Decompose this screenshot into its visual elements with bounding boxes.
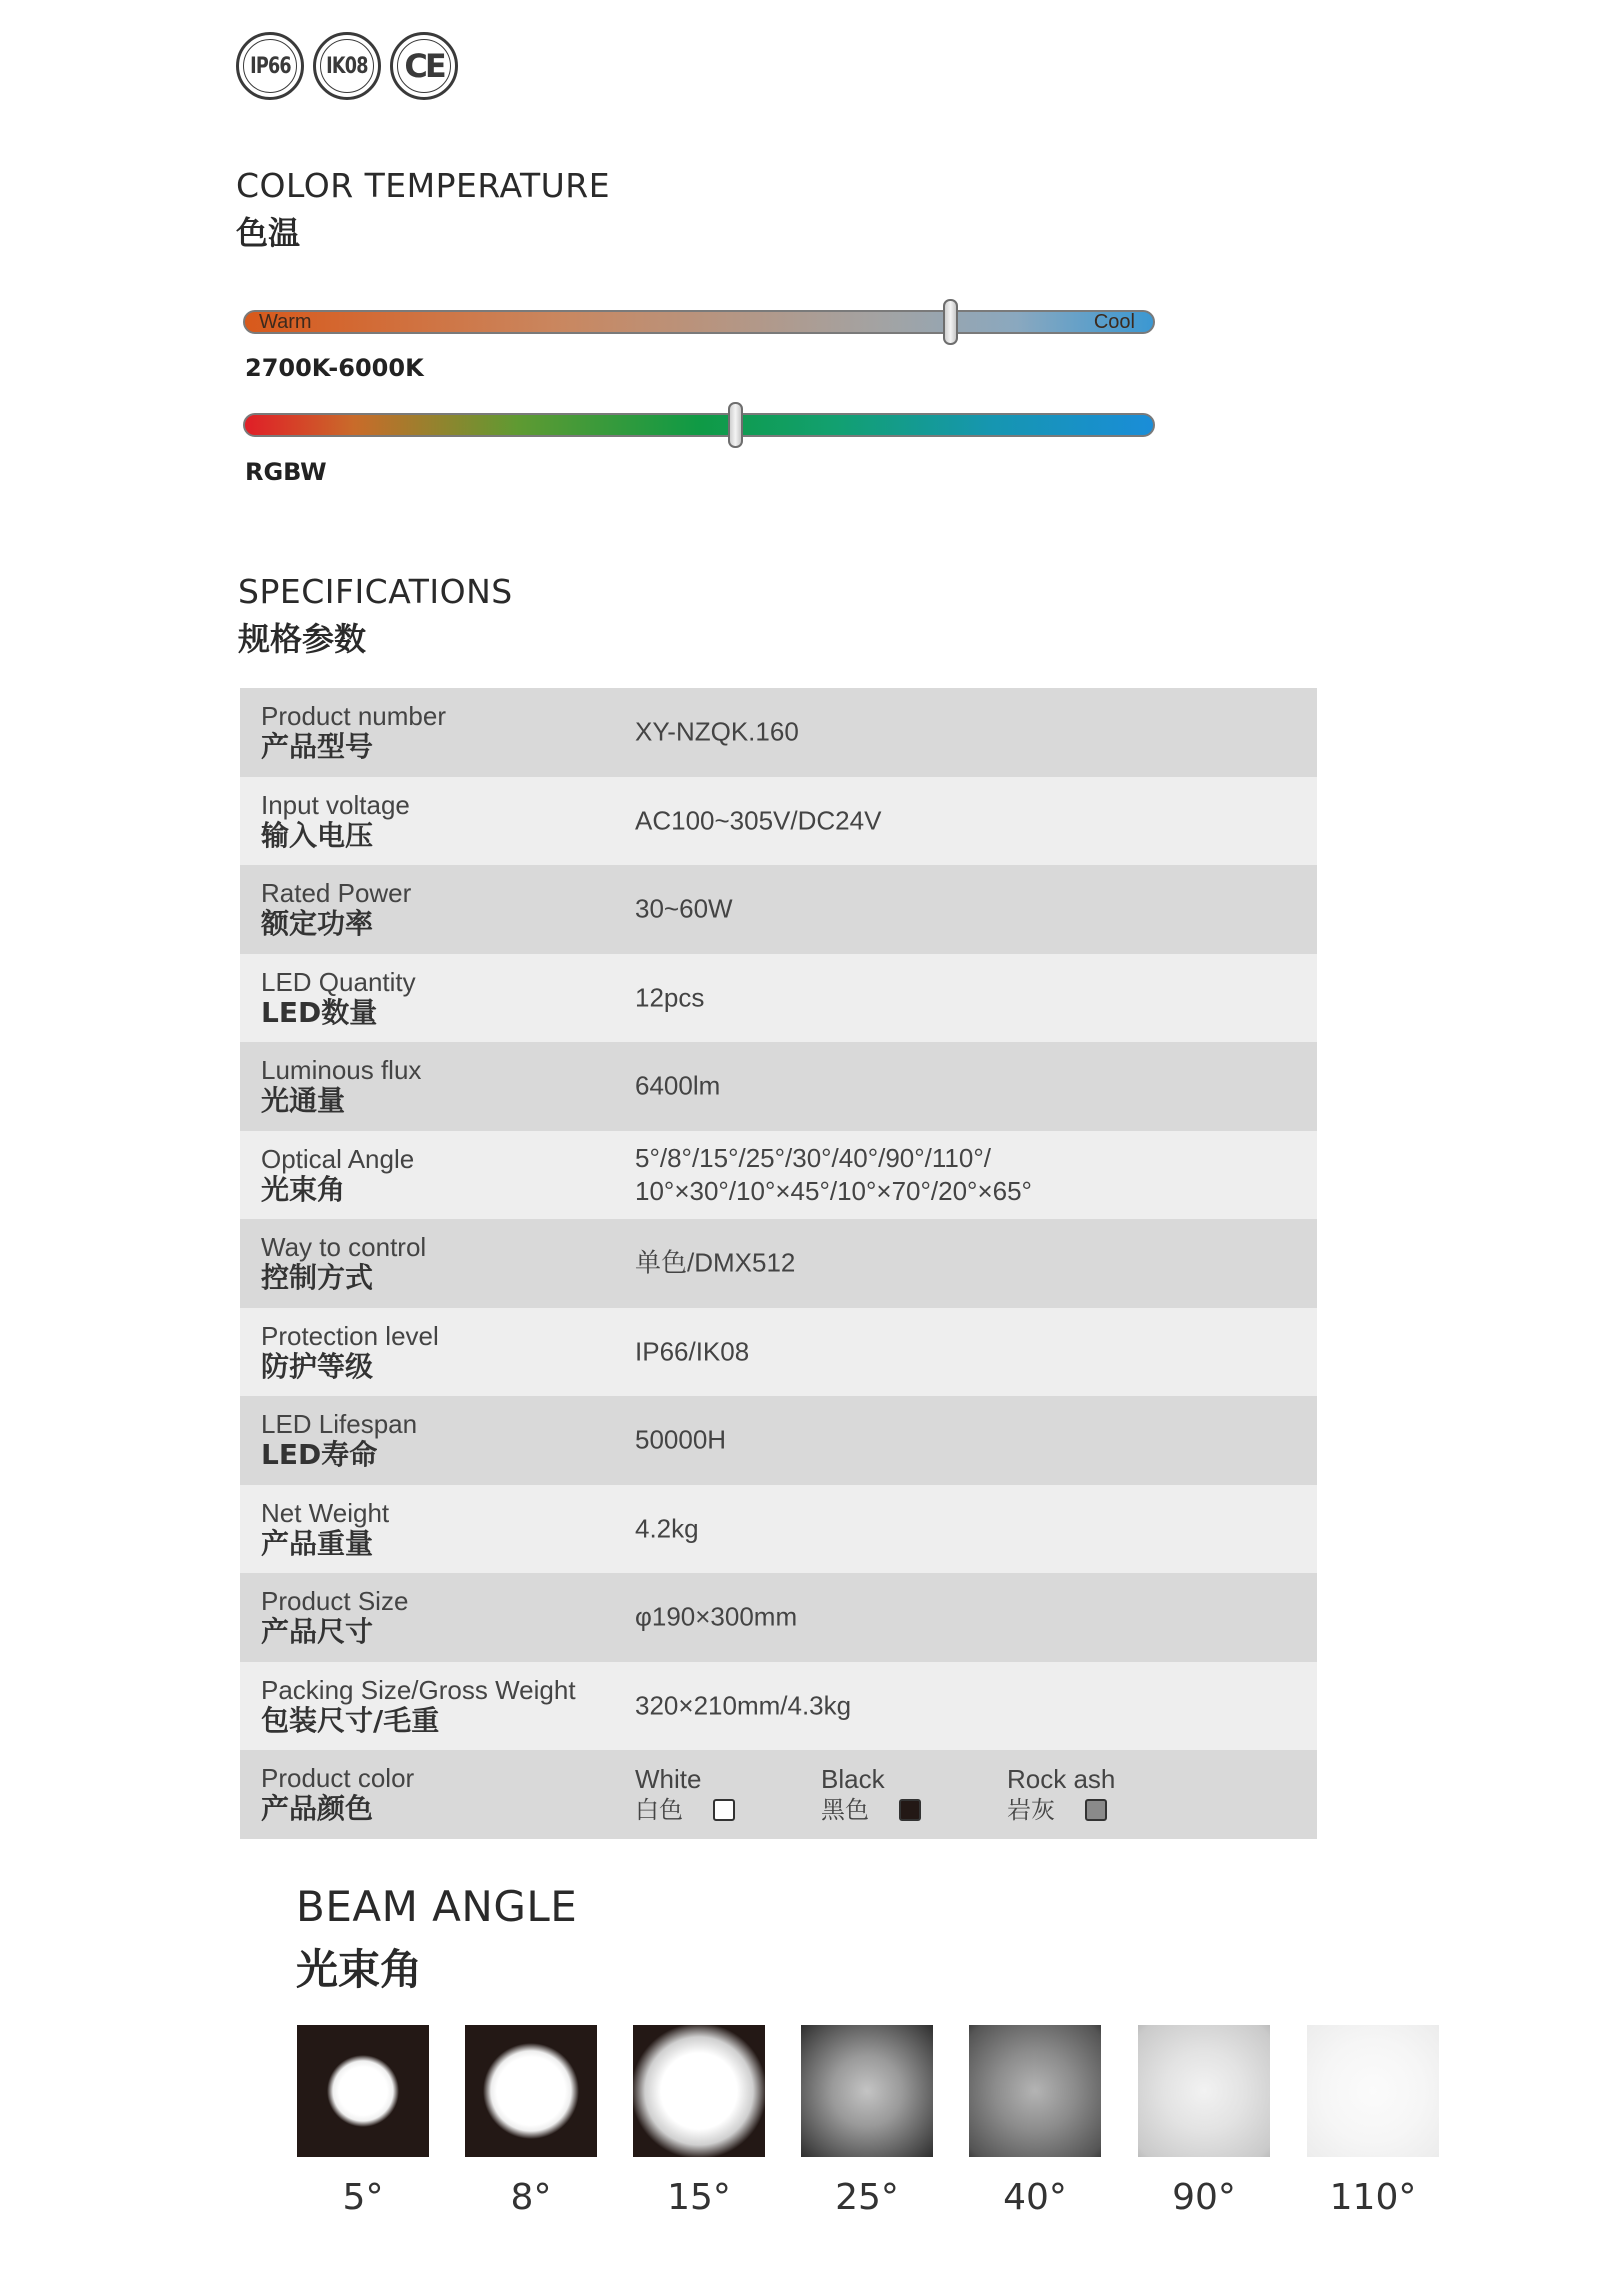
spec-value: 6400lm bbox=[635, 1070, 721, 1101]
beam-angle-item bbox=[801, 2025, 933, 2218]
spec-value: IP66/IK08 bbox=[635, 1336, 750, 1367]
spec-label bbox=[261, 967, 621, 1029]
ik08-badge-icon bbox=[313, 32, 381, 100]
color-options bbox=[635, 1763, 1193, 1825]
cct-gradient-bar bbox=[243, 310, 1155, 334]
spec-row bbox=[240, 1131, 1317, 1220]
spec-label bbox=[261, 701, 621, 763]
spec-label-cn: 光束角 bbox=[261, 1172, 346, 1206]
spec-label-cn: 输入电压 bbox=[261, 818, 374, 852]
spec-label-en: Input voltage bbox=[261, 789, 410, 820]
spec-label-en: Optical Angle bbox=[261, 1143, 415, 1174]
spec-label bbox=[261, 1144, 621, 1206]
spec-row bbox=[240, 1396, 1317, 1485]
spec-label bbox=[261, 1232, 621, 1294]
beam-pattern-icon bbox=[1307, 2025, 1439, 2157]
color-option-en: Rock ash bbox=[1007, 1764, 1116, 1795]
spec-label-en: Product Size bbox=[261, 1586, 409, 1617]
specifications-title: SPECIFICATIONS bbox=[238, 572, 513, 611]
certification-badges bbox=[236, 32, 458, 100]
spec-label-en: Net Weight bbox=[261, 1497, 390, 1528]
color-option bbox=[821, 1763, 1007, 1825]
spec-label-en: LED Quantity bbox=[261, 966, 416, 997]
spec-row bbox=[240, 1662, 1317, 1751]
spec-label bbox=[261, 1675, 621, 1737]
spec-value: 5°/8°/15°/25°/30°/40°/90°/110°/ 10°×30°/10°×45°/10°×70°/20°×65° bbox=[635, 1142, 1032, 1206]
rgb-gradient-bar bbox=[243, 413, 1155, 437]
spec-label-en: Packing Size/Gross Weight bbox=[261, 1674, 576, 1705]
spec-value: 30~60W bbox=[635, 893, 733, 924]
spec-value: 50000H bbox=[635, 1424, 727, 1455]
beam-pattern-icon bbox=[297, 2025, 429, 2157]
spec-label bbox=[261, 878, 621, 940]
beam-angle-row bbox=[297, 2025, 1437, 2218]
beam-pattern-icon bbox=[1138, 2025, 1270, 2157]
spec-value: 12pcs bbox=[635, 982, 705, 1013]
warm-label: Warm bbox=[259, 311, 312, 333]
beam-angle-label: 90° bbox=[1172, 2177, 1236, 2218]
spec-label-en: Luminous flux bbox=[261, 1055, 422, 1086]
beam-pattern-icon bbox=[801, 2025, 933, 2157]
spec-label bbox=[261, 1409, 621, 1471]
cct-slider-knob[interactable] bbox=[943, 299, 958, 345]
spec-label bbox=[261, 1498, 621, 1560]
beam-angle-item bbox=[633, 2025, 765, 2218]
spec-label-en: Protection level bbox=[261, 1320, 439, 1351]
spec-label-en: Way to control bbox=[261, 1232, 427, 1263]
rgbw-caption: RGBW bbox=[245, 458, 327, 486]
beam-angle-item bbox=[1138, 2025, 1270, 2218]
spec-label-cn: 产品颜色 bbox=[261, 1792, 374, 1826]
spec-row bbox=[240, 1219, 1317, 1308]
spec-row bbox=[240, 1573, 1317, 1662]
beam-angle-item bbox=[297, 2025, 429, 2218]
color-option-cn: 白色 bbox=[635, 1796, 683, 1825]
cool-label: Cool bbox=[1093, 311, 1135, 333]
beam-angle-label: 25° bbox=[835, 2177, 899, 2218]
beam-pattern-icon bbox=[969, 2025, 1101, 2157]
beam-angle-label: 110° bbox=[1329, 2177, 1417, 2218]
spec-label-en: Product color bbox=[261, 1763, 415, 1794]
spec-value: AC100~305V/DC24V bbox=[635, 805, 882, 836]
color-temperature-title-cn: 色温 bbox=[236, 214, 301, 252]
spec-label-cn: 产品型号 bbox=[261, 730, 374, 764]
spec-row bbox=[240, 777, 1317, 866]
rgb-slider-knob[interactable] bbox=[728, 402, 743, 448]
beam-pattern-icon bbox=[465, 2025, 597, 2157]
specifications-title-cn: 规格参数 bbox=[238, 620, 367, 658]
ik08-badge-label: IK08 bbox=[326, 53, 368, 79]
color-swatch bbox=[1085, 1799, 1107, 1821]
beam-angle-item bbox=[465, 2025, 597, 2218]
spec-label-cn: 额定功率 bbox=[261, 907, 374, 941]
spec-label-cn: 控制方式 bbox=[261, 1261, 374, 1295]
ip66-badge-icon bbox=[236, 32, 304, 100]
spec-label-cn: LED寿命 bbox=[261, 1438, 378, 1472]
spec-value: 4.2kg bbox=[635, 1513, 699, 1544]
beam-angle-title: BEAM ANGLE bbox=[296, 1882, 578, 1931]
spec-label bbox=[261, 1321, 621, 1383]
spec-label-en: Product number bbox=[261, 701, 446, 732]
spec-label-cn: 光通量 bbox=[261, 1084, 346, 1118]
color-option-cn: 黑色 bbox=[821, 1796, 869, 1825]
spec-label bbox=[261, 790, 621, 852]
spec-label-en: LED Lifespan bbox=[261, 1409, 418, 1440]
spec-row bbox=[240, 954, 1317, 1043]
spec-label bbox=[261, 1586, 621, 1648]
spec-value: 单色/DMX512 bbox=[635, 1247, 796, 1278]
ce-mark-label: CE bbox=[404, 47, 444, 85]
color-temperature-title: COLOR TEMPERATURE bbox=[236, 166, 611, 205]
color-swatch bbox=[899, 1799, 921, 1821]
beam-angle-item bbox=[969, 2025, 1101, 2218]
color-option-cn: 岩灰 bbox=[1007, 1796, 1055, 1825]
spec-row bbox=[240, 865, 1317, 954]
spec-label-cn: 包装尺寸/毛重 bbox=[261, 1703, 440, 1737]
spec-row bbox=[240, 1485, 1317, 1574]
spec-value: φ190×300mm bbox=[635, 1601, 798, 1632]
color-swatch bbox=[713, 1799, 735, 1821]
beam-angle-label: 8° bbox=[510, 2177, 552, 2218]
color-option-en: Black bbox=[821, 1764, 885, 1795]
beam-angle-title-cn: 光束角 bbox=[296, 1945, 423, 1994]
cct-range-caption: 2700K-6000K bbox=[245, 354, 424, 382]
beam-angle-item bbox=[1307, 2025, 1439, 2218]
spec-label bbox=[261, 1055, 621, 1117]
beam-angle-label: 15° bbox=[667, 2177, 731, 2218]
ce-mark-icon bbox=[390, 32, 458, 100]
beam-angle-label: 5° bbox=[342, 2177, 384, 2218]
spec-row bbox=[240, 1308, 1317, 1397]
ip66-badge-label: IP66 bbox=[249, 53, 291, 79]
spec-row bbox=[240, 1042, 1317, 1131]
spec-label-cn: 产品重量 bbox=[261, 1526, 374, 1560]
color-option bbox=[1007, 1763, 1193, 1825]
spec-label bbox=[261, 1763, 621, 1825]
spec-label-en: Rated Power bbox=[261, 878, 412, 909]
spec-row-product-color bbox=[240, 1750, 1317, 1839]
beam-angle-label: 40° bbox=[1003, 2177, 1067, 2218]
spec-row bbox=[240, 688, 1317, 777]
spec-label-cn: LED数量 bbox=[261, 995, 378, 1029]
color-option bbox=[635, 1763, 821, 1825]
beam-pattern-icon bbox=[633, 2025, 765, 2157]
spec-table bbox=[240, 688, 1317, 1839]
spec-value: 320×210mm/4.3kg bbox=[635, 1690, 852, 1721]
spec-value: XY-NZQK.160 bbox=[635, 716, 799, 747]
spec-label-cn: 防护等级 bbox=[261, 1349, 374, 1383]
spec-label-cn: 产品尺寸 bbox=[261, 1615, 374, 1649]
color-option-en: White bbox=[635, 1764, 702, 1795]
